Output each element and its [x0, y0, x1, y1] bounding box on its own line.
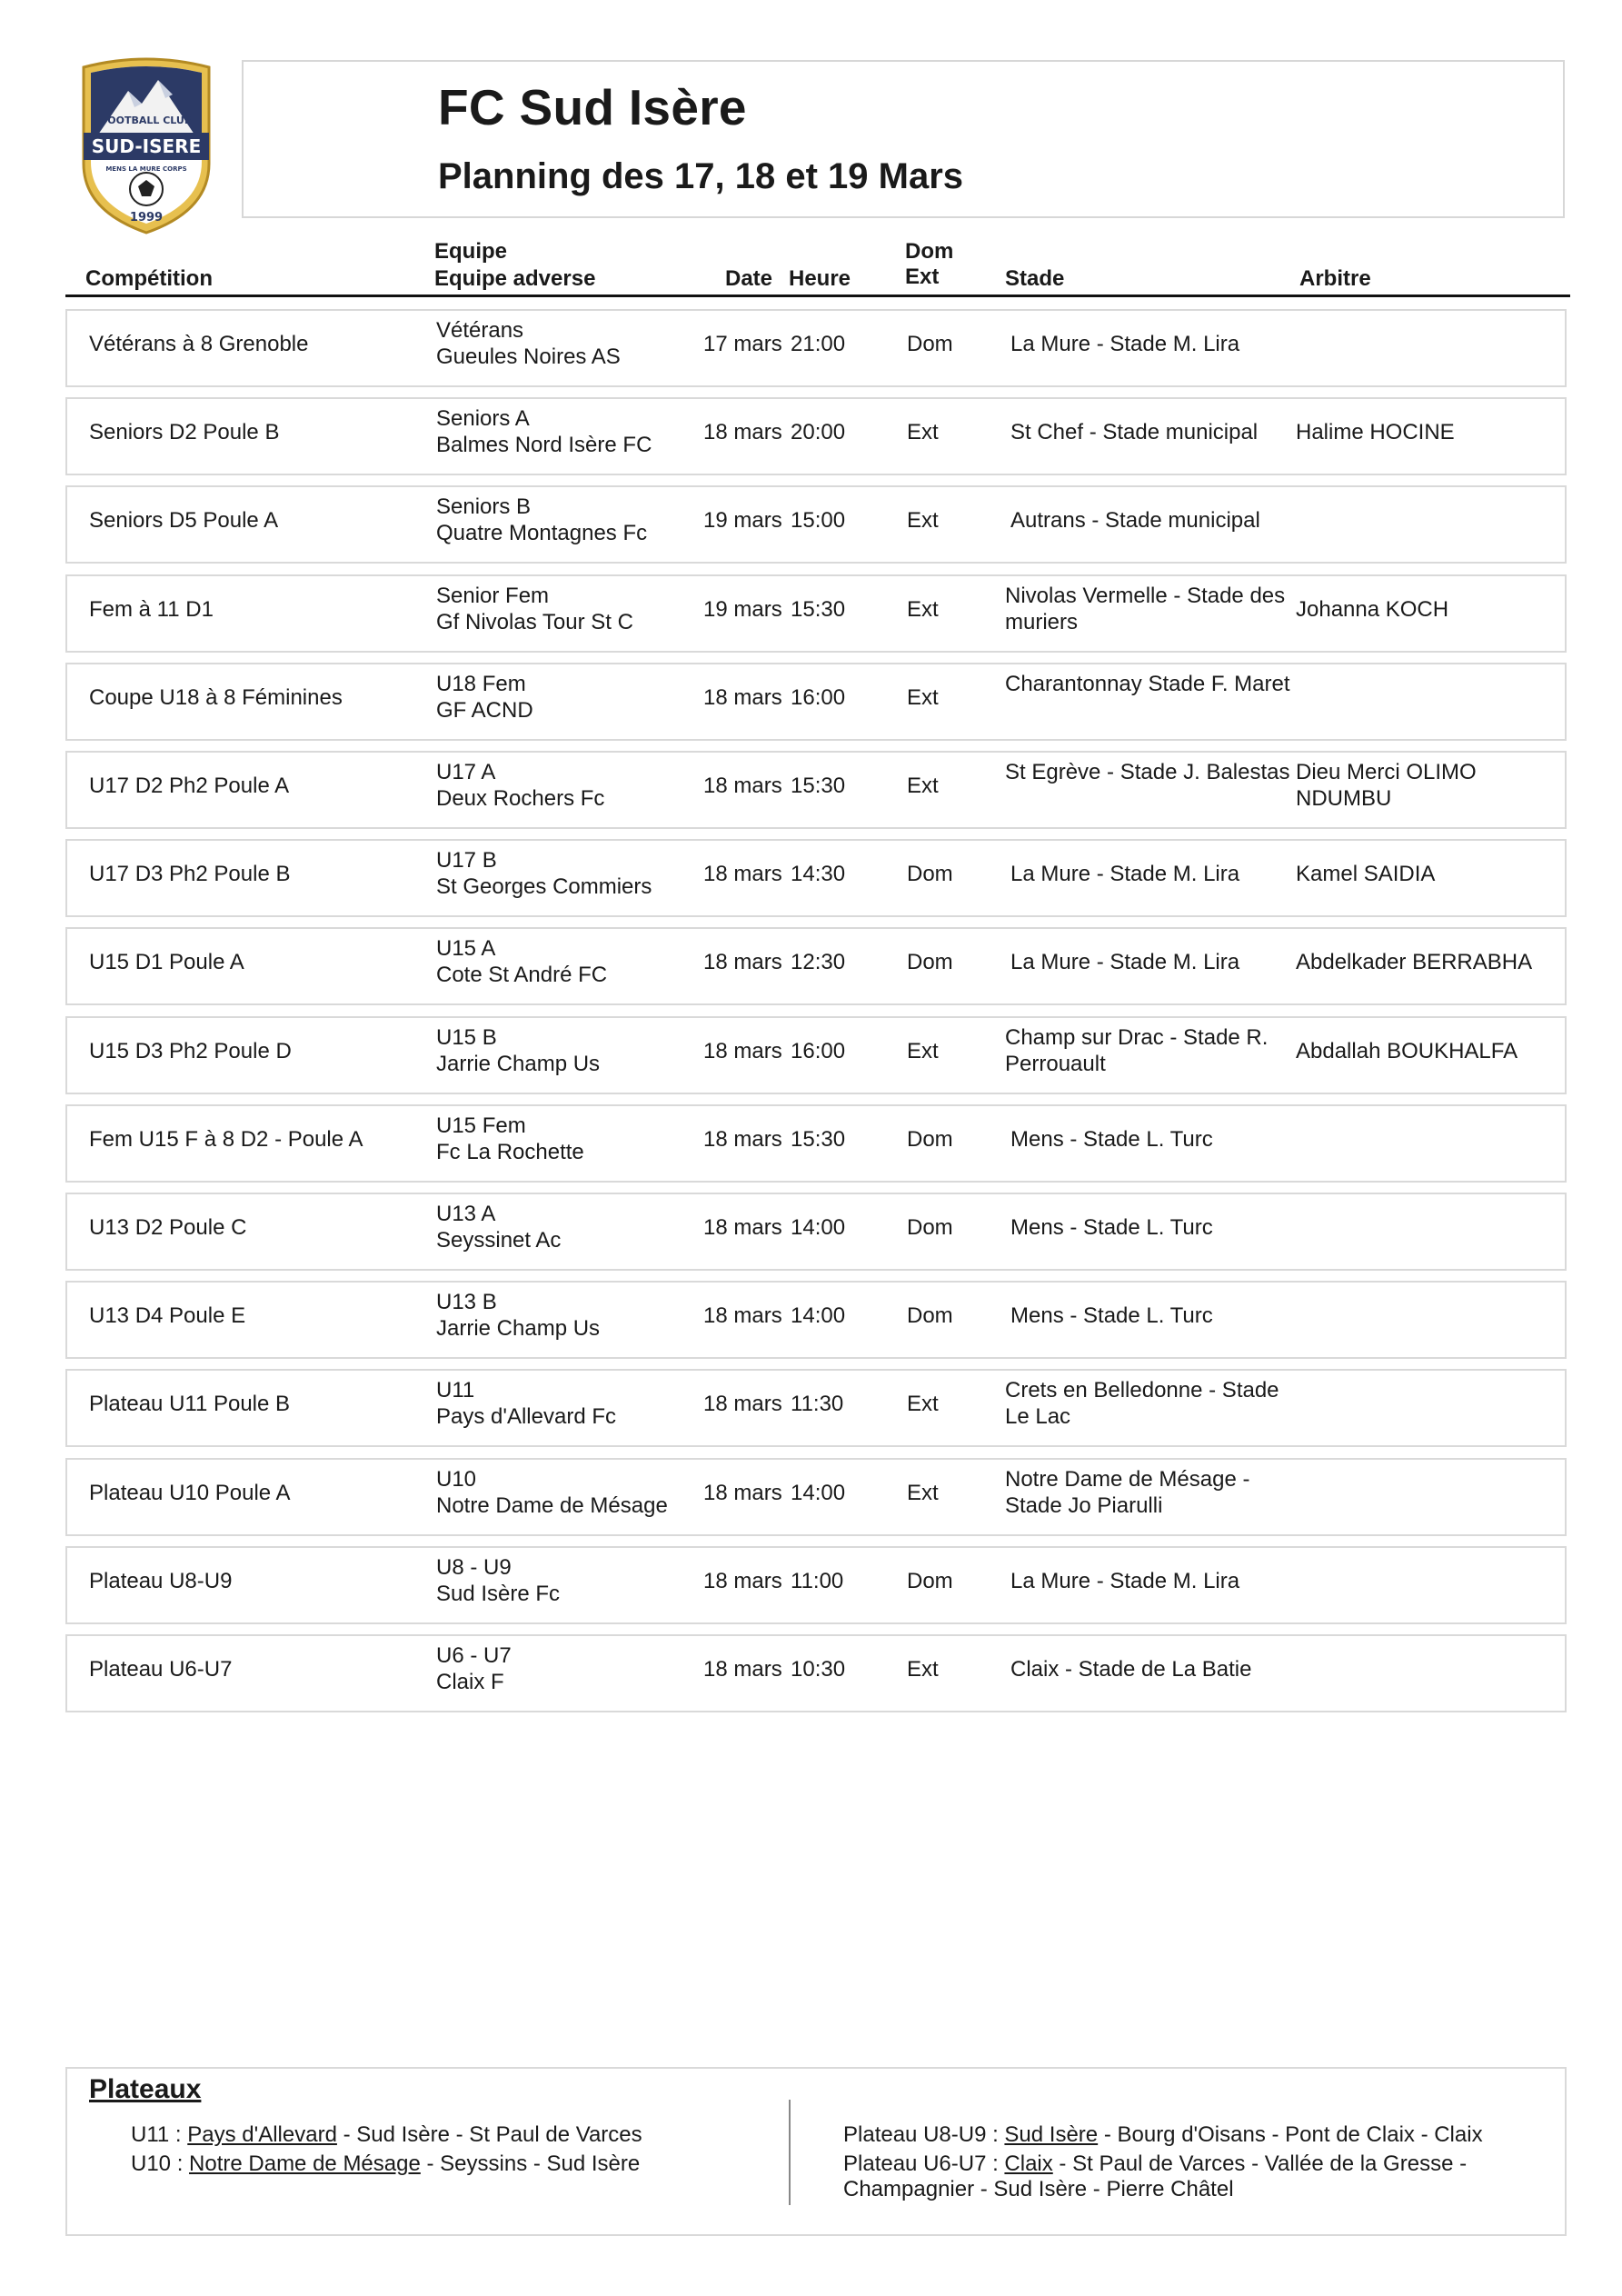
team-name: Seniors A: [436, 406, 530, 431]
date-cell: 18 mars: [703, 1215, 782, 1240]
stadium-cell: Claix - Stade de La Batie: [1010, 1657, 1252, 1682]
competition-cell: U13 D2 Poule C: [89, 1215, 247, 1240]
stadium-cell: La Mure - Stade M. Lira: [1010, 1569, 1240, 1593]
competition-cell: Seniors D2 Poule B: [89, 420, 280, 444]
dom-ext-cell: Ext: [907, 1481, 939, 1505]
dom-ext-cell: Dom: [907, 1215, 953, 1240]
header-dom: Dom: [905, 239, 954, 264]
opponent-name: Gf Nivolas Tour St C: [436, 610, 633, 634]
plateaux-title: Plateaux: [89, 2074, 202, 2104]
logo-top-text: FOOTBALL CLUB: [100, 115, 193, 126]
teams-cell: [436, 1377, 616, 1430]
table-row: [65, 485, 1567, 564]
stadium-cell: Crets en Belledonne - Stade Le Lac: [1005, 1378, 1279, 1429]
teams-cell: [436, 1113, 584, 1165]
teams-cell: [436, 494, 647, 546]
plateau-label: Plateau U6-U7 :: [843, 2151, 1005, 2176]
opponent-name: Gueules Noires AS: [436, 344, 621, 369]
date-cell: 18 mars: [703, 1039, 782, 1063]
stadium-cell: Mens - Stade L. Turc: [1010, 1303, 1213, 1328]
competition-cell: U15 D1 Poule A: [89, 950, 244, 974]
opponent-name: Sud Isère Fc: [436, 1582, 561, 1606]
competition-cell: Coupe U18 à 8 Féminines: [89, 685, 343, 710]
date-cell: 18 mars: [703, 1127, 782, 1152]
time-cell: 16:00: [791, 685, 846, 710]
stadium-cell: Nivolas Vermelle - Stade des muriers: [1005, 584, 1286, 634]
table-row: [65, 839, 1567, 917]
teams-cell: [436, 1289, 600, 1342]
competition-cell: U13 D4 Poule E: [89, 1303, 246, 1328]
page-title: FC Sud Isère: [438, 79, 747, 135]
date-cell: 18 mars: [703, 420, 782, 444]
plateau-teams: - Bourg d'Oisans - Pont de Claix - Claix: [1098, 2122, 1483, 2147]
competition-cell: Plateau U8-U9: [89, 1569, 233, 1593]
team-name: Vétérans: [436, 318, 524, 343]
teams-cell: [436, 759, 604, 812]
competition-cell: Vétérans à 8 Grenoble: [89, 332, 309, 356]
dom-ext-cell: Ext: [907, 1657, 939, 1682]
date-cell: 18 mars: [703, 1481, 782, 1505]
dom-ext-cell: Dom: [907, 862, 953, 886]
date-cell: 17 mars: [703, 332, 782, 356]
club-logo: [78, 55, 214, 236]
time-cell: 14:00: [791, 1303, 846, 1328]
plateau-host: Notre Dame de Mésage: [189, 2151, 421, 2176]
teams-cell: [436, 317, 621, 370]
referee-cell: Halime HOCINE: [1296, 420, 1455, 444]
header-ext: Ext: [905, 265, 940, 289]
referee-cell: Abdallah BOUKHALFA: [1296, 1039, 1518, 1063]
opponent-name: Jarrie Champ Us: [436, 1052, 601, 1076]
teams-cell: [436, 1201, 561, 1253]
stadium-cell: St Chef - Stade municipal: [1010, 420, 1259, 444]
teams-cell: [436, 1554, 560, 1607]
dom-ext-cell: Ext: [907, 1392, 939, 1416]
competition-cell: Plateau U11 Poule B: [89, 1392, 291, 1416]
dom-ext-cell: Ext: [907, 420, 939, 444]
dom-ext-cell: Dom: [907, 1303, 953, 1328]
table-row: [65, 1193, 1567, 1271]
table-row: [65, 663, 1567, 741]
time-cell: 12:30: [791, 950, 846, 974]
header-equipe-adverse: Equipe adverse: [434, 266, 596, 291]
table-row: [65, 751, 1567, 829]
dom-ext-cell: Ext: [907, 1039, 939, 1063]
table-row: [65, 1634, 1567, 1712]
header-heure: Heure: [789, 266, 851, 291]
team-name: U10: [436, 1467, 477, 1492]
date-cell: 18 mars: [703, 862, 782, 886]
time-cell: 15:30: [791, 774, 846, 798]
table-row: [65, 1546, 1567, 1624]
logo-name: SUD-ISERE: [91, 135, 202, 157]
opponent-name: Deux Rochers Fc: [436, 786, 605, 811]
date-cell: 18 mars: [703, 774, 782, 798]
teams-cell: [436, 671, 533, 724]
team-name: U6 - U7: [436, 1643, 512, 1668]
referee-cell: Abdelkader BERRABHA: [1296, 950, 1533, 974]
date-cell: 19 mars: [703, 508, 782, 533]
logo-towns: MENS LA MURE CORPS: [105, 165, 187, 173]
table-row: [65, 1369, 1567, 1447]
date-cell: 18 mars: [703, 1303, 782, 1328]
dom-ext-cell: Dom: [907, 332, 953, 356]
competition-cell: Seniors D5 Poule A: [89, 508, 279, 533]
plateau-label: U10 :: [131, 2151, 190, 2176]
header-rule: [65, 294, 1570, 297]
table-row: [65, 927, 1567, 1005]
time-cell: 16:00: [791, 1039, 846, 1063]
plateau-teams: - Seyssins - Sud Isère: [420, 2151, 641, 2176]
team-name: U17 A: [436, 760, 496, 784]
teams-cell: [436, 405, 652, 458]
teams-cell: [436, 1642, 512, 1695]
table-row: [65, 1016, 1567, 1094]
header-competition: Compétition: [85, 266, 213, 291]
plateau-label: U11 :: [131, 2122, 188, 2147]
team-name: U15 B: [436, 1025, 497, 1050]
opponent-name: Jarrie Champ Us: [436, 1316, 601, 1341]
opponent-name: St Georges Commiers: [436, 874, 652, 899]
plateau-line-u6-u7-cont: Champagnier - Sud Isère - Pierre Châtel: [843, 2177, 1234, 2201]
header-equipe: Equipe: [434, 239, 508, 264]
plateaux-divider: [789, 2100, 791, 2205]
plateaux-box: [65, 2067, 1567, 2236]
time-cell: 15:00: [791, 508, 846, 533]
teams-cell: [436, 1466, 668, 1519]
team-name: U13 B: [436, 1290, 497, 1314]
plateau-line-u10: [131, 2151, 640, 2177]
teams-cell: [436, 847, 652, 900]
table-row: [65, 1104, 1567, 1183]
competition-cell: U15 D3 Ph2 Poule D: [89, 1039, 292, 1063]
dom-ext-cell: Ext: [907, 685, 939, 710]
opponent-name: Quatre Montagnes Fc: [436, 521, 648, 545]
time-cell: 15:30: [791, 597, 846, 622]
header-stade: Stade: [1005, 266, 1065, 291]
date-cell: 18 mars: [703, 950, 782, 974]
table-row: [65, 1458, 1567, 1536]
plateau-teams: - St Paul de Varces - Vallée de la Gresse -: [1052, 2151, 1468, 2176]
referee-cell: Kamel SAIDIA: [1296, 862, 1436, 886]
stadium-cell: St Egrève - Stade J. Balestas: [1005, 760, 1290, 784]
opponent-name: Claix F: [436, 1670, 504, 1694]
plateau-teams: - Sud Isère - St Paul de Varces: [336, 2122, 642, 2147]
dom-ext-cell: Ext: [907, 597, 939, 622]
stadium-cell: Charantonnay Stade F. Maret: [1005, 672, 1290, 696]
opponent-name: Seyssinet Ac: [436, 1228, 562, 1253]
dom-ext-cell: Ext: [907, 774, 939, 798]
teams-cell: [436, 1024, 600, 1077]
stadium-cell: Autrans - Stade municipal: [1010, 508, 1260, 533]
date-cell: 19 mars: [703, 597, 782, 622]
stadium-cell: Mens - Stade L. Turc: [1010, 1215, 1213, 1240]
dom-ext-cell: Dom: [907, 950, 953, 974]
team-name: U8 - U9: [436, 1555, 512, 1580]
plateau-host: Claix: [1004, 2151, 1053, 2176]
time-cell: 11:00: [791, 1569, 844, 1593]
team-name: U11: [436, 1378, 475, 1403]
stadium-cell: La Mure - Stade M. Lira: [1010, 862, 1240, 886]
referee-cell: Johanna KOCH: [1296, 597, 1449, 622]
competition-cell: Fem à 11 D1: [89, 597, 214, 622]
opponent-name: Fc La Rochette: [436, 1140, 584, 1164]
plateau-line-u6-u7: [843, 2151, 1467, 2177]
time-cell: 14:00: [791, 1215, 846, 1240]
stadium-cell: Champ sur Drac - Stade R. Perrouault: [1005, 1025, 1269, 1076]
referee-cell: Dieu Merci OLIMO NDUMBU: [1296, 760, 1477, 811]
plateau-host: Sud Isère: [1004, 2122, 1099, 2147]
competition-cell: U17 D3 Ph2 Poule B: [89, 862, 291, 886]
logo-year: 1999: [129, 211, 164, 225]
date-cell: 18 mars: [703, 1569, 782, 1593]
stadium-cell: La Mure - Stade M. Lira: [1010, 332, 1240, 356]
title-box: [242, 60, 1565, 218]
table-row: [65, 397, 1567, 475]
stadium-cell: Notre Dame de Mésage - Stade Jo Piarulli: [1005, 1467, 1250, 1518]
team-name: Senior Fem: [436, 584, 550, 608]
opponent-name: GF ACND: [436, 698, 533, 723]
header-arbitre: Arbitre: [1299, 266, 1371, 291]
plateau-label: Plateau U8-U9 :: [843, 2122, 1005, 2147]
teams-cell: [436, 935, 607, 988]
time-cell: 20:00: [791, 420, 846, 444]
time-cell: 15:30: [791, 1127, 846, 1152]
dom-ext-cell: Dom: [907, 1127, 953, 1152]
teams-cell: [436, 583, 633, 635]
plateau-host: Pays d'Allevard: [187, 2122, 337, 2147]
team-name: U15 A: [436, 936, 496, 961]
opponent-name: Pays d'Allevard Fc: [436, 1404, 616, 1429]
date-cell: 18 mars: [703, 1657, 782, 1682]
opponent-name: Notre Dame de Mésage: [436, 1493, 668, 1518]
competition-cell: Fem U15 F à 8 D2 - Poule A: [89, 1127, 363, 1152]
plateau-line-u11: [131, 2121, 642, 2148]
plateau-line-u8-u9: [843, 2121, 1483, 2148]
table-row: [65, 574, 1567, 653]
page-subtitle: Planning des 17, 18 et 19 Mars: [438, 156, 964, 196]
date-cell: 18 mars: [703, 1392, 782, 1416]
time-cell: 14:00: [791, 1481, 846, 1505]
opponent-name: Cote St André FC: [436, 963, 608, 987]
stadium-cell: Mens - Stade L. Turc: [1010, 1127, 1213, 1152]
time-cell: 21:00: [791, 332, 846, 356]
table-row: [65, 1281, 1567, 1359]
time-cell: 10:30: [791, 1657, 846, 1682]
header-date: Date: [725, 266, 773, 291]
competition-cell: Plateau U10 Poule A: [89, 1481, 291, 1505]
team-name: U13 A: [436, 1202, 496, 1226]
dom-ext-cell: Dom: [907, 1569, 953, 1593]
stadium-cell: La Mure - Stade M. Lira: [1010, 950, 1240, 974]
table-row: [65, 309, 1567, 387]
time-cell: 14:30: [791, 862, 846, 886]
date-cell: 18 mars: [703, 685, 782, 710]
competition-cell: U17 D2 Ph2 Poule A: [89, 774, 290, 798]
opponent-name: Balmes Nord Isère FC: [436, 433, 652, 457]
dom-ext-cell: Ext: [907, 508, 939, 533]
team-name: Seniors B: [436, 494, 532, 519]
time-cell: 11:30: [791, 1392, 844, 1416]
team-name: U15 Fem: [436, 1113, 526, 1138]
team-name: U17 B: [436, 848, 497, 873]
competition-cell: Plateau U6-U7: [89, 1657, 233, 1682]
team-name: U18 Fem: [436, 672, 526, 696]
